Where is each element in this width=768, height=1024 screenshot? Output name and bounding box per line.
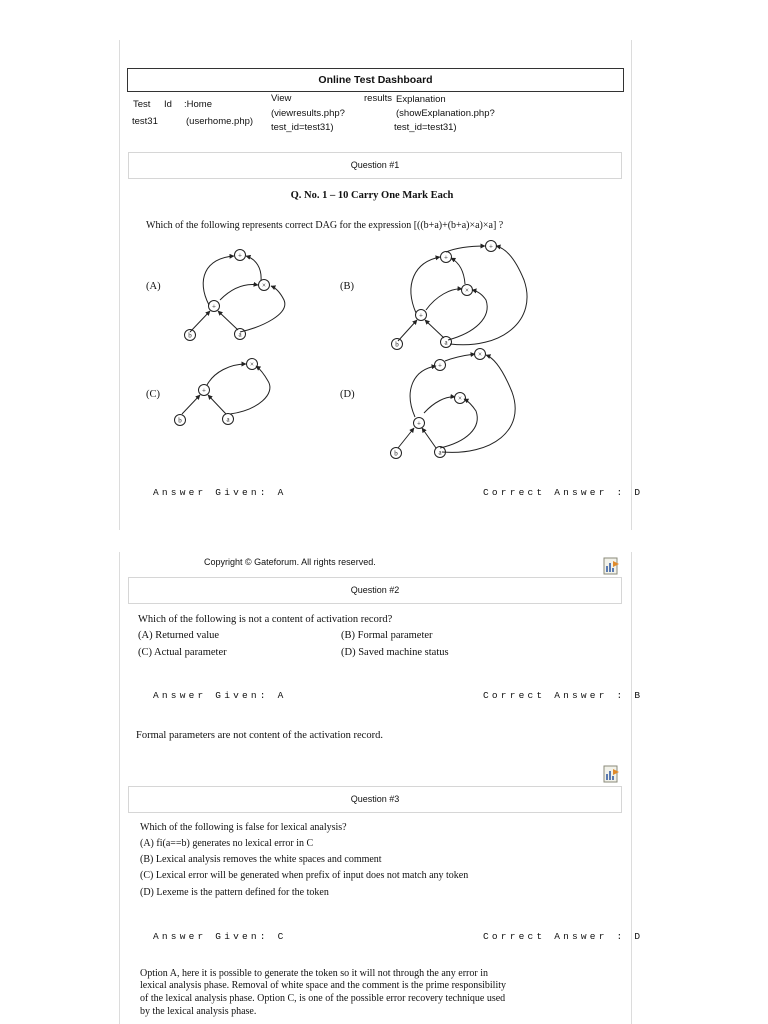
node-label-b: b xyxy=(394,449,398,458)
question-3-header: Question #3 xyxy=(128,786,622,813)
results-label[interactable]: results xyxy=(364,93,392,104)
question-2-option-b: (B) Formal parameter xyxy=(341,630,433,641)
question-1-text: Which of the following represents correct DAG for the expression [((b+a)+(b+a)×a)×a] ? xyxy=(146,220,504,231)
question-3-correct-answer: Correct Answer : D xyxy=(483,931,644,942)
node-label-plus: + xyxy=(444,253,448,262)
option-a-label: (A) xyxy=(146,281,161,292)
dag-option-c xyxy=(175,359,270,426)
node-label-plus: + xyxy=(417,419,421,428)
question-3-explanation-line-4: by the lexical analysis phase. xyxy=(140,1006,257,1017)
node-label-b: b xyxy=(178,416,182,425)
question-3-explanation-line-2: lexical analysis phase. Removal of white space and the comment is the prime responsibility xyxy=(140,980,507,991)
copyright-text: Copyright © Gateforum. All rights reserved. xyxy=(204,557,376,567)
page-title: Online Test Dashboard xyxy=(318,74,433,86)
question-3-option-d: (D) Lexeme is the pattern defined for the token xyxy=(140,887,329,898)
node-label-a: a xyxy=(238,330,242,339)
view-url[interactable]: (viewresults.php? xyxy=(271,108,345,119)
option-c-label: (C) xyxy=(146,389,160,400)
node-label-plus: + xyxy=(489,242,493,251)
question-2-correct-answer: Correct Answer : B xyxy=(483,690,644,701)
chart-document-icon[interactable] xyxy=(602,764,620,784)
home-url[interactable]: (userhome.php) xyxy=(186,116,254,127)
node-label-times: × xyxy=(465,286,469,295)
question-3-option-c: (C) Lexical error will be generated when prefix of input does not match any token xyxy=(140,870,469,881)
node-label-plus: + xyxy=(238,251,242,260)
question-2-option-c: (C) Actual parameter xyxy=(138,647,227,658)
page-border-left-2 xyxy=(119,552,120,1024)
question-2-header: Question #2 xyxy=(128,577,622,604)
node-label-times: × xyxy=(478,350,482,359)
home-link[interactable]: :Home xyxy=(184,99,212,110)
node-label-b: b xyxy=(188,331,192,340)
question-3-option-b: (B) Lexical analysis removes the white spaces and comment xyxy=(140,854,382,865)
chart-document-icon[interactable] xyxy=(602,556,620,576)
option-d-label: (D) xyxy=(340,389,355,400)
view-link[interactable]: View xyxy=(271,93,292,104)
node-label-a: a xyxy=(438,448,442,457)
explanation-url[interactable]: (showExplanation.php? xyxy=(396,108,495,119)
question-2-explanation: Formal parameters are not content of the activation record. xyxy=(136,730,383,741)
question-3-option-a: (A) fi(a==b) generates no lexical error in C xyxy=(140,838,314,849)
node-label-b: b xyxy=(395,340,399,349)
question-1-heading: Q. No. 1 – 10 Carry One Mark Each xyxy=(290,190,454,201)
dag-option-a xyxy=(185,250,285,341)
node-label-plus: + xyxy=(419,311,423,320)
question-3-text: Which of the following is false for lexical analysis? xyxy=(140,822,347,833)
node-label-times: × xyxy=(250,360,254,369)
node-label-times: × xyxy=(262,281,266,290)
id-label: Id xyxy=(164,99,172,110)
test-id-value: test31 xyxy=(132,116,158,127)
question-1-header: Question #1 xyxy=(128,152,622,179)
question-3-answer-given: Answer Given: C xyxy=(153,931,287,942)
question-2-option-a: (A) Returned value xyxy=(138,630,220,641)
page-border-right-2 xyxy=(631,552,632,1024)
question-1-correct-answer: Correct Answer : D xyxy=(483,487,644,498)
dag-diagrams xyxy=(0,0,768,480)
option-b-label: (B) xyxy=(340,281,354,292)
question-1-answer-given: Answer Given: A xyxy=(153,487,287,498)
question-3-explanation-line-1: Option A, here it is possible to generate the token so it will not through the any error in xyxy=(140,968,488,979)
question-2-option-d: (D) Saved machine status xyxy=(341,647,449,658)
node-label-a: a xyxy=(444,338,448,347)
node-label-plus: + xyxy=(438,361,442,370)
node-label-a: a xyxy=(226,415,230,424)
test-label: Test xyxy=(133,99,151,110)
question-2-answer-given: Answer Given: A xyxy=(153,690,287,701)
explanation-link[interactable]: Explanation xyxy=(396,94,446,105)
explanation-url-param[interactable]: test_id=test31) xyxy=(394,122,457,133)
dag-option-b xyxy=(392,241,528,350)
dag-option-d xyxy=(391,349,516,459)
node-label-times: × xyxy=(458,394,462,403)
question-3-explanation-line-3: of the lexical analysis phase. Option C, is one of the possible error recovery technique used xyxy=(140,993,506,1004)
view-url-param[interactable]: test_id=test31) xyxy=(271,122,334,133)
question-2-text: Which of the following is not a content of activation record? xyxy=(138,614,393,625)
node-label-plus: + xyxy=(202,386,206,395)
node-label-plus: + xyxy=(212,302,216,311)
